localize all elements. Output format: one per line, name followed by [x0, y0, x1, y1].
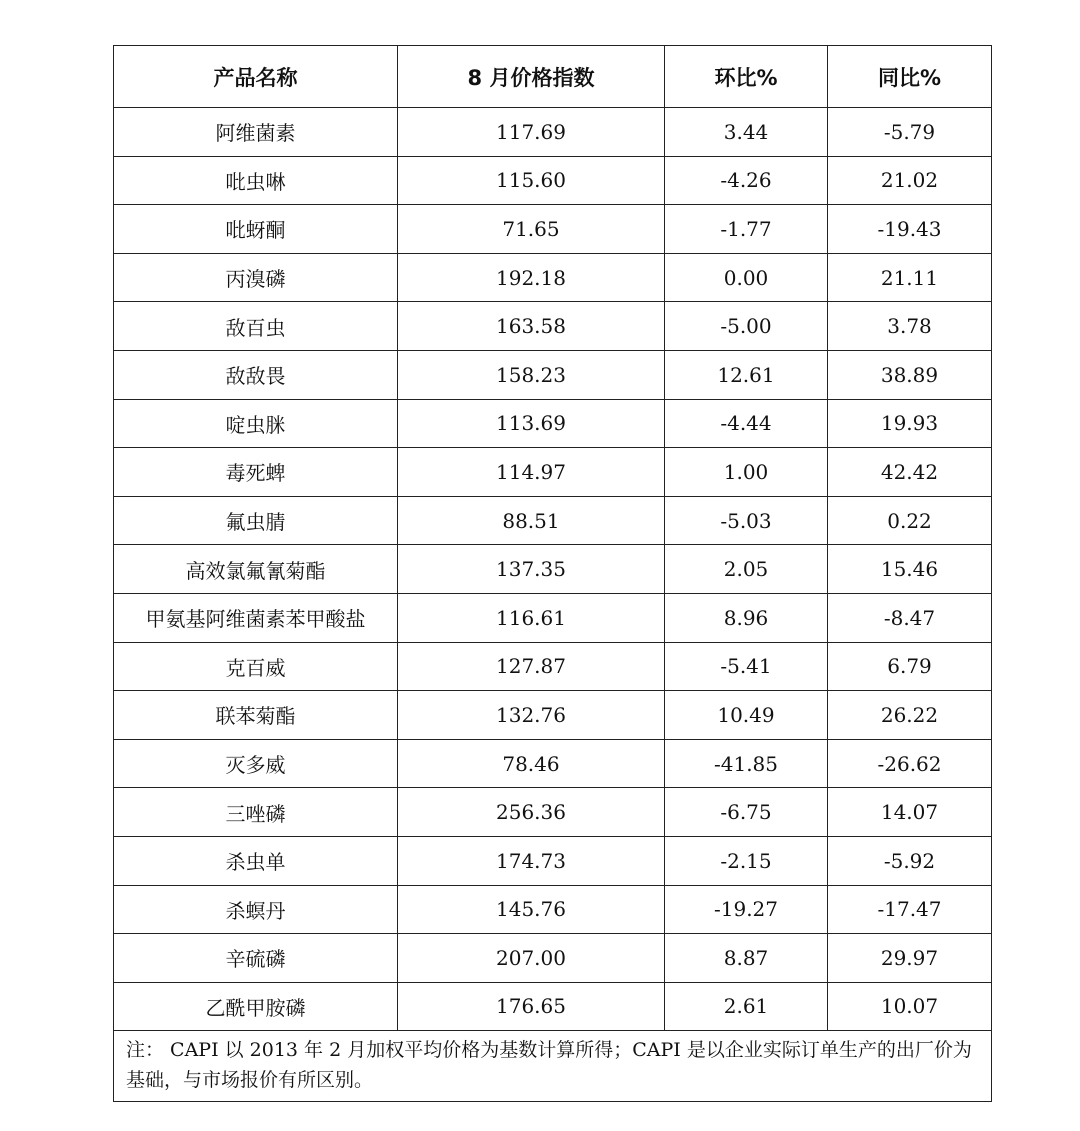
product-name-cell: 灭多威 [114, 739, 398, 788]
august-index-cell: 88.51 [398, 496, 665, 545]
product-name-cell: 甲氨基阿维菌素苯甲酸盐 [114, 593, 398, 642]
year-on-year-cell: 26.22 [828, 691, 992, 740]
august-index-cell: 256.36 [398, 788, 665, 837]
table-row [114, 836, 992, 885]
table-row [114, 302, 992, 351]
product-name-cell: 辛硫磷 [114, 934, 398, 983]
month-on-month-cell: -4.44 [665, 399, 828, 448]
august-index-cell: 127.87 [398, 642, 665, 691]
year-on-year-cell: 42.42 [828, 448, 992, 497]
table-row [114, 108, 992, 157]
month-on-month-cell: 2.61 [665, 982, 828, 1031]
note-row [114, 1031, 992, 1102]
product-name-cell: 联苯菊酯 [114, 691, 398, 740]
month-on-month-cell: 0.00 [665, 253, 828, 302]
product-name-cell: 毒死蜱 [114, 448, 398, 497]
table-row [114, 739, 992, 788]
month-on-month-cell: 2.05 [665, 545, 828, 594]
year-on-year-cell: 6.79 [828, 642, 992, 691]
august-index-cell: 158.23 [398, 350, 665, 399]
table-row [114, 399, 992, 448]
table-body [114, 108, 992, 1031]
year-on-year-cell: -5.92 [828, 836, 992, 885]
august-index-cell: 116.61 [398, 593, 665, 642]
august-index-cell: 174.73 [398, 836, 665, 885]
month-on-month-cell: -1.77 [665, 205, 828, 254]
product-name-cell: 三唑磷 [114, 788, 398, 837]
august-index-cell: 176.65 [398, 982, 665, 1031]
header-august-index: 8 月价格指数 [398, 46, 665, 108]
header-month-on-month: 环比% [665, 46, 828, 108]
august-index-cell: 192.18 [398, 253, 665, 302]
august-index-cell: 71.65 [398, 205, 665, 254]
year-on-year-cell: -19.43 [828, 205, 992, 254]
product-name-cell: 杀虫单 [114, 836, 398, 885]
table-row [114, 934, 992, 983]
august-index-cell: 132.76 [398, 691, 665, 740]
year-on-year-cell: 10.07 [828, 982, 992, 1031]
header-row [114, 46, 992, 108]
month-on-month-cell: -5.41 [665, 642, 828, 691]
august-index-cell: 78.46 [398, 739, 665, 788]
month-on-month-cell: 8.87 [665, 934, 828, 983]
product-name-cell: 吡蚜酮 [114, 205, 398, 254]
table-row [114, 642, 992, 691]
product-name-cell: 阿维菌素 [114, 108, 398, 157]
year-on-year-cell: 38.89 [828, 350, 992, 399]
august-index-cell: 137.35 [398, 545, 665, 594]
month-on-month-cell: -6.75 [665, 788, 828, 837]
month-on-month-cell: 8.96 [665, 593, 828, 642]
august-index-cell: 163.58 [398, 302, 665, 351]
year-on-year-cell: 19.93 [828, 399, 992, 448]
august-index-cell: 115.60 [398, 156, 665, 205]
august-index-cell: 113.69 [398, 399, 665, 448]
august-index-cell: 145.76 [398, 885, 665, 934]
month-on-month-cell: -19.27 [665, 885, 828, 934]
year-on-year-cell: 0.22 [828, 496, 992, 545]
table-row [114, 350, 992, 399]
table-row [114, 545, 992, 594]
product-name-cell: 杀螟丹 [114, 885, 398, 934]
table-note: 注： CAPI 以 2013 年 2 月加权平均价格为基数计算所得；CAPI 是以企业实际订单生产的出厂价为基础，与市场报价有所区别。 [114, 1031, 992, 1102]
year-on-year-cell: -17.47 [828, 885, 992, 934]
year-on-year-cell: 21.02 [828, 156, 992, 205]
month-on-month-cell: -5.03 [665, 496, 828, 545]
price-index-table [113, 45, 992, 1102]
product-name-cell: 丙溴磷 [114, 253, 398, 302]
table-row [114, 156, 992, 205]
table-row [114, 593, 992, 642]
product-name-cell: 啶虫脒 [114, 399, 398, 448]
product-name-cell: 敌百虫 [114, 302, 398, 351]
month-on-month-cell: 12.61 [665, 350, 828, 399]
table-row [114, 448, 992, 497]
august-index-cell: 114.97 [398, 448, 665, 497]
year-on-year-cell: 15.46 [828, 545, 992, 594]
product-name-cell: 氟虫腈 [114, 496, 398, 545]
header-year-on-year: 同比% [828, 46, 992, 108]
table-row [114, 885, 992, 934]
month-on-month-cell: -41.85 [665, 739, 828, 788]
header-product-name: 产品名称 [114, 46, 398, 108]
table-row [114, 788, 992, 837]
year-on-year-cell: 14.07 [828, 788, 992, 837]
table-row [114, 496, 992, 545]
year-on-year-cell: 3.78 [828, 302, 992, 351]
year-on-year-cell: 29.97 [828, 934, 992, 983]
product-name-cell: 克百威 [114, 642, 398, 691]
august-index-cell: 117.69 [398, 108, 665, 157]
table-row [114, 982, 992, 1031]
august-index-cell: 207.00 [398, 934, 665, 983]
product-name-cell: 高效氯氟氰菊酯 [114, 545, 398, 594]
month-on-month-cell: 1.00 [665, 448, 828, 497]
month-on-month-cell: 10.49 [665, 691, 828, 740]
product-name-cell: 吡虫啉 [114, 156, 398, 205]
year-on-year-cell: -8.47 [828, 593, 992, 642]
year-on-year-cell: -26.62 [828, 739, 992, 788]
year-on-year-cell: -5.79 [828, 108, 992, 157]
table-row [114, 205, 992, 254]
product-name-cell: 敌敌畏 [114, 350, 398, 399]
month-on-month-cell: -2.15 [665, 836, 828, 885]
table-row [114, 691, 992, 740]
month-on-month-cell: -4.26 [665, 156, 828, 205]
table-row [114, 253, 992, 302]
year-on-year-cell: 21.11 [828, 253, 992, 302]
month-on-month-cell: -5.00 [665, 302, 828, 351]
month-on-month-cell: 3.44 [665, 108, 828, 157]
product-name-cell: 乙酰甲胺磷 [114, 982, 398, 1031]
